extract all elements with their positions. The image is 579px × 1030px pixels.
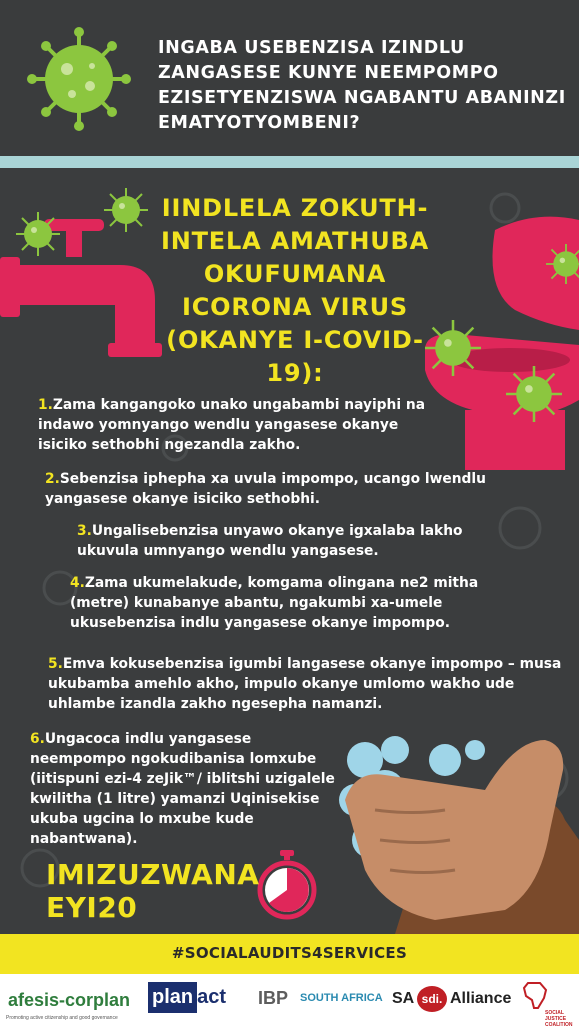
virus-icon [20,24,138,134]
duration-label [46,858,260,924]
tip-item [77,521,477,561]
ibp-south-africa-text: SOUTH AFRICA [300,992,383,1004]
tip-item [45,469,505,509]
virus-small-icon [104,188,148,232]
virus-small-icon [546,236,579,292]
tip-item [48,654,568,714]
handwashing-icon [325,720,579,934]
header-question: INGABA USEBENZISA IZINDLU ZANGASESE KUNYE NEEMPOMPO EZISETYENZISWA NGABANTU ABANINZI EMATYOTYOMBENI? [158,38,566,133]
afesis-corplan-logo: afesis-corplan [8,990,131,1010]
africa-map-icon [520,980,550,1010]
tip-item [38,395,438,455]
ibp-logo: IBP [258,988,289,1008]
stopwatch-icon [256,848,318,920]
tip-number: 6. [30,731,45,747]
tip-item [30,729,350,849]
tip-text: Sebenzisa iphepha xa uvula impompo, ucango lwendlu yangasese okanye isiciko sethobhi. [45,471,486,507]
tip-text: Ungacoca indlu yangasese neempompo ngokudibanisa lomxube (iitispuni ezi-4 zeJik™/ iblitshi uzigalele kwilitha (1 litre) yamanzi Uqinisekise ukuba ugcina lo mxube kude nabantwana). [30,731,335,847]
planact-logo-box: plan [148,982,197,1013]
virus-small-icon [16,212,60,256]
virus-small-icon [506,366,562,422]
social-justice-coalition-logo: SOCIAL JUSTICE COALITION [545,1010,573,1028]
sdi-logo: sdi. [417,986,447,1012]
tip-number: 5. [48,656,63,672]
hashtag-text: #SOCIALAUDITS4SERVICES [171,944,408,962]
sa-sdi-logo-prefix: SA [392,990,415,1007]
tip-number: 1. [38,397,53,413]
divider [0,156,579,168]
tip-text: Zama kangangoko unako ungabambi nayiphi na indawo yomnyango wendlu yangasese okanye isiciko sethobhi ngezandla zakho. [38,397,426,453]
tip-number: 3. [77,523,92,539]
afesis-tagline: Promoting active citizenship and good governance [6,1015,118,1021]
duration-text: IMIZUZWANA EYI20 [46,858,260,924]
planact-logo [148,982,226,1018]
tip-text: Zama ukumelakude, komgama olingana ne2 mitha (metre) kunabanye abantu, ngakumbi xa-umele ukusebenzisa indlu yangasese okanye impompo. [70,575,479,631]
main-title: IINDLELA ZOKUTH-INTELA AMATHUBA OKUFUMANA ICORONA VIRUS (OKANYE I-COVID-19): [161,194,429,387]
tip-item [70,573,530,633]
tip-number: 2. [45,471,60,487]
planact-logo-text: act [197,986,227,1008]
tip-text: Emva kokusebenzisa igumbi langasese okanye impompo – musa ukubamba amehlo akho, impulo okanye umlomo wakho ude uhlambe izandla zakho ngesepha namanzi. [48,656,562,712]
alliance-logo-text: Alliance [450,990,512,1007]
tip-text: Ungalisebenzisa unyawo okanye igxalaba lakho ukuvula umnyango wendlu yangasese. [77,523,463,559]
tip-number: 4. [70,575,85,591]
